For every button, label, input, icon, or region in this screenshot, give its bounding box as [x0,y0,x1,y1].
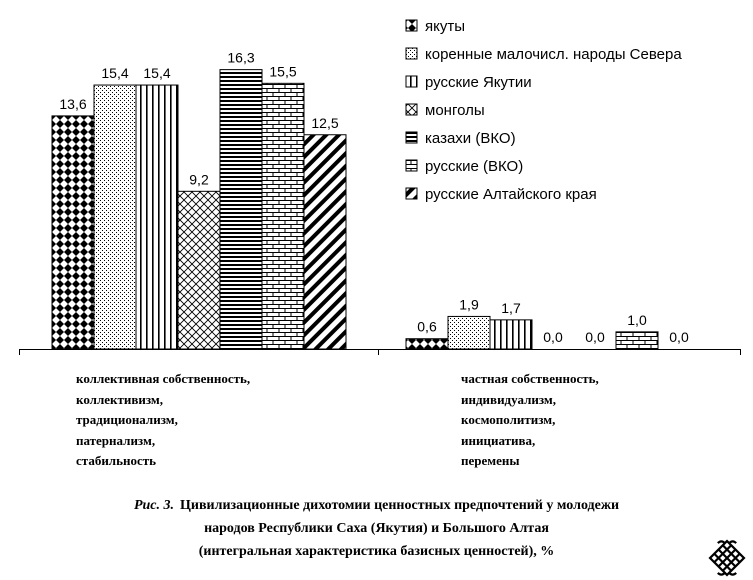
value-label: 0,0 [585,329,605,345]
category-label-line: перемены [461,453,520,468]
legend-swatch [406,188,417,199]
legend-label: монголы [425,102,485,119]
category-label-line: частная собственность, [461,371,599,386]
bar [136,85,178,349]
category-label-line: стабильность [76,453,156,468]
value-label: 15,5 [269,63,297,80]
category-label-line: космополитизм, [461,412,556,427]
category-label-collective [76,369,250,472]
value-label: 1,0 [627,311,647,328]
category-label-line: патернализм, [76,432,156,448]
legend-label: коренные малочисл. народы Севера [425,46,682,63]
figure-caption-line-1 [0,494,753,517]
category-label-line: традиционализм, [76,412,178,427]
legend-swatch [406,20,417,31]
value-label: 16,3 [227,49,255,66]
bar [406,339,448,349]
bar [262,83,304,349]
bar [448,316,490,349]
legend-swatch [406,76,417,87]
figure-caption-line-2: народов Республики Саха (Якутия) и Большого Алтая [204,521,549,536]
bar [220,70,262,349]
value-label: 1,9 [459,296,479,313]
value-label: 15,4 [143,65,171,82]
category-label-line: инициатива, [461,432,536,448]
legend-label: казахи (ВКО) [425,130,516,147]
value-label: 12,5 [311,114,339,131]
category-label-private [461,369,599,472]
legend-swatch [406,160,417,171]
value-label: 9,2 [189,171,209,188]
legend-swatch [406,48,417,59]
value-label: 0,0 [543,329,563,345]
bar [52,116,94,349]
legend-label: русские (ВКО) [425,158,524,175]
category-label-line: коллективизм, [76,391,164,407]
bar [94,85,136,349]
bar [178,191,220,349]
figure-number: Рис. 3. [133,498,174,513]
legend [406,18,682,203]
bars-group [52,70,658,349]
legend-label: якуты [425,18,466,35]
value-label: 15,4 [101,65,129,82]
axis-group [19,349,741,355]
figure-caption-line-3: (интегральная характеристика базисных ценностей), % [198,544,555,559]
bar [616,332,658,349]
category-label-line: индивидуализм, [461,391,557,407]
value-label: 1,7 [501,299,521,316]
bar [490,320,532,349]
value-label: 0,6 [417,318,437,335]
category-label-line: коллективная собственность, [76,371,251,386]
legend-label: русские Алтайского края [425,186,597,203]
legend-swatch [406,132,417,143]
value-label: 0,0 [669,329,689,345]
legend-label: русские Якутии [425,74,532,91]
value-label: 13,6 [59,95,87,112]
legend-swatch [406,104,417,115]
endless-knot-icon [706,537,748,579]
caption-text: Цивилизационные дихотомии ценностных предпочтений у молодежи [180,498,620,513]
bar [304,135,346,349]
